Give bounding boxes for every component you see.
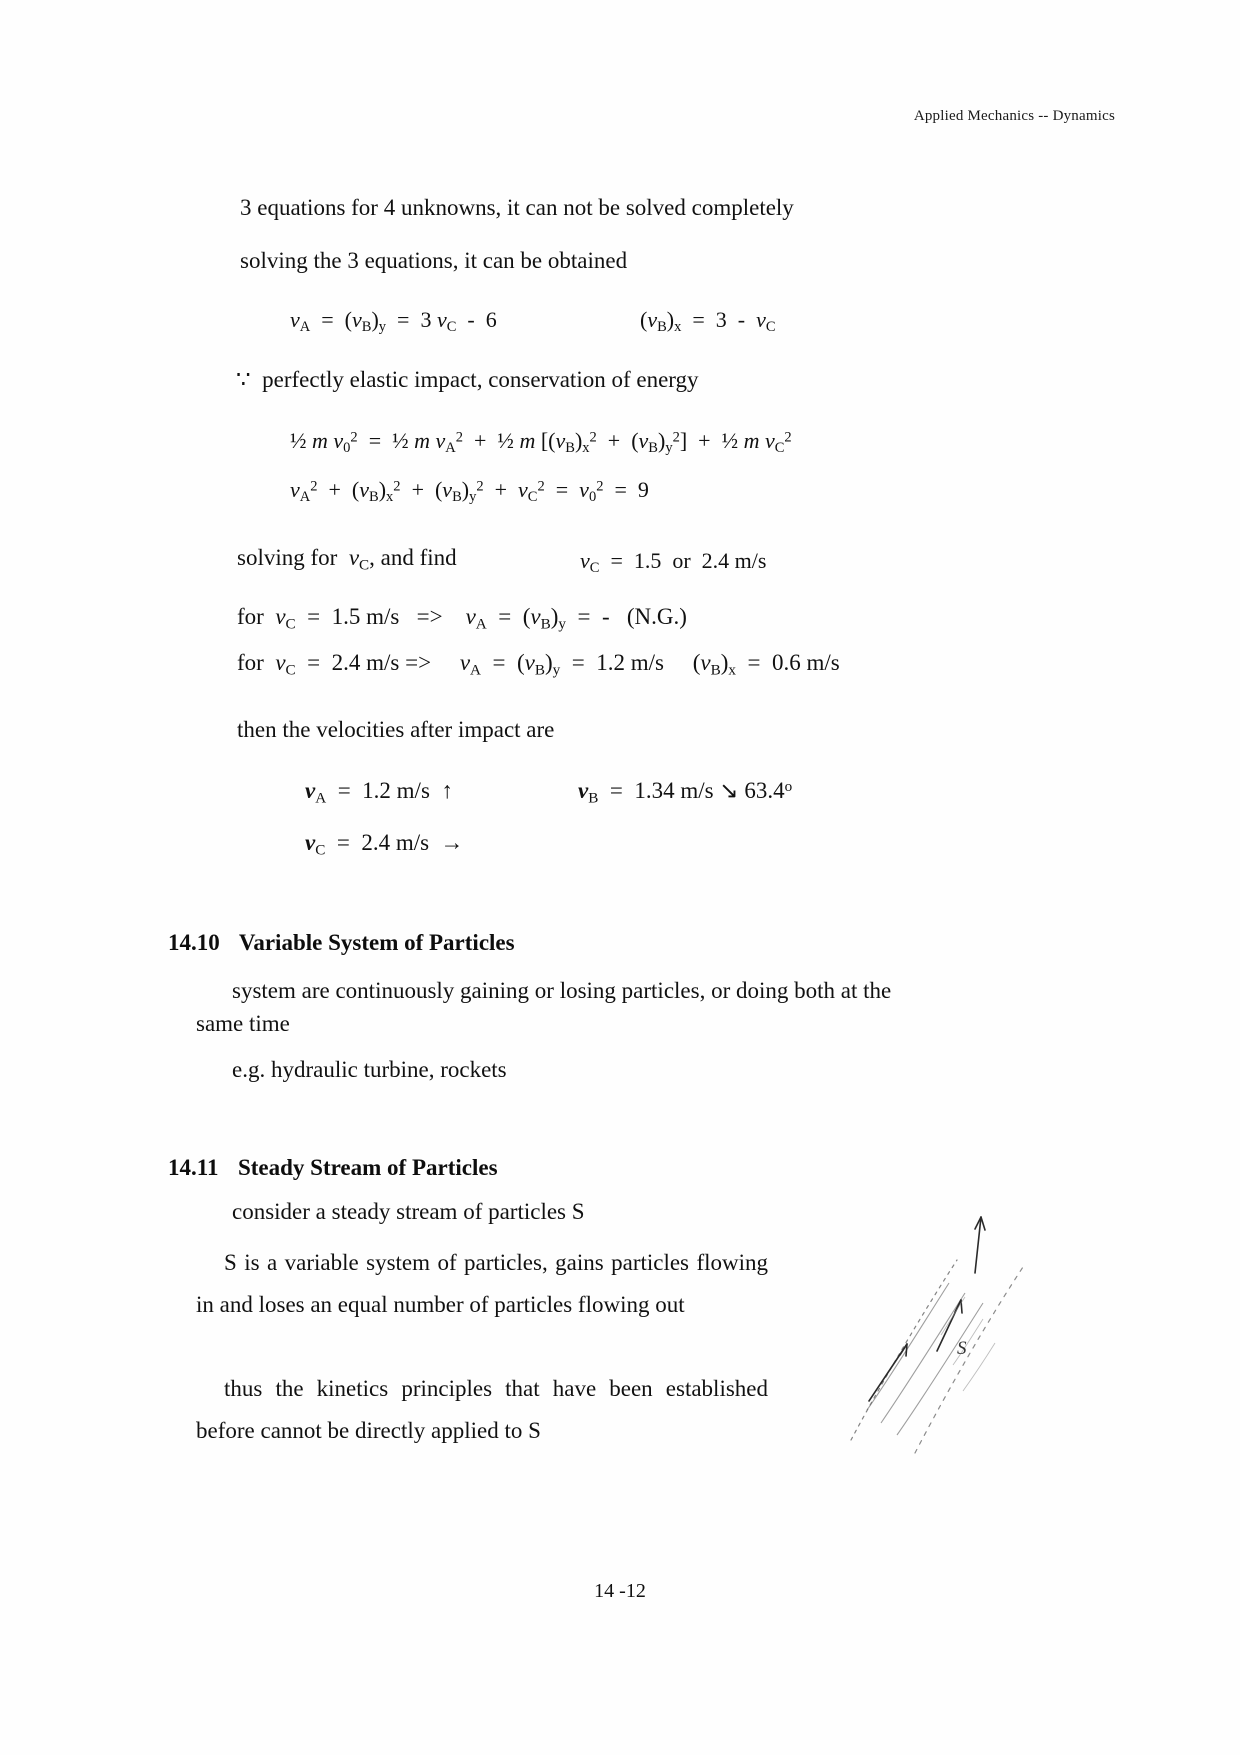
result-line-2: $v_C = 2.4$ m/s → xyxy=(305,830,464,859)
paragraph-line-1: 3 equations for 4 unknowns, it can not be solved completely xyxy=(240,195,794,220)
equation-3: $v_A^2 + (v_B)_x^2 + (v_B)_y^2 + v_C^2 = v_0^2 = 9$ xyxy=(290,477,649,506)
paragraph-line-3: ∵ perfectly elastic impact, conservation of energy xyxy=(236,367,699,392)
solving-line-value: $v_C = 1.5$ or 2.4 m/s xyxy=(580,548,767,577)
section-title: Steady Stream of Particles xyxy=(237,1155,498,1180)
section-14-10-line-1: system are continuously gaining or losing particles, or doing both at the xyxy=(232,978,892,1003)
result-line-1-left: $v_A = 1.2$ m/s ↑ xyxy=(305,778,453,807)
section-14-11-paragraph-3-text: thus the kinetics principles that have been established before cannot be directly applied to S xyxy=(196,1376,768,1443)
section-14-10-line-2: same time xyxy=(196,1011,290,1036)
equation-1-left: $v_A = (v_B)_y = 3$ $v_C - 6$ xyxy=(290,307,497,336)
running-head: Applied Mechanics -- Dynamics xyxy=(913,108,1115,124)
arrow-shaft-upper xyxy=(975,1217,981,1273)
section-14-10-line-3: e.g. hydraulic turbine, rockets xyxy=(232,1057,507,1082)
section-number: 14.11 xyxy=(168,1155,219,1180)
result-line-1-right: $v_B = 1.34$ m/s ↘ 63.4$^o$ xyxy=(578,778,793,807)
solving-line-label: solving for $v_C$, and find xyxy=(237,545,457,574)
section-number: 14.10 xyxy=(168,930,220,955)
section-14-11-line-1: consider a steady stream of particles S xyxy=(232,1199,585,1224)
section-14-11-paragraph-2 xyxy=(196,1242,768,1326)
section-14-11-paragraph-3 xyxy=(196,1368,768,1452)
section-14-10-paragraph-1 xyxy=(196,970,1026,1012)
stream-label-s: S xyxy=(957,1338,967,1359)
equation-1-right: $(v_B)_x = 3 - v_C$ xyxy=(640,307,776,336)
case-line-2: for $v_C = 2.4$ m/s => $v_A = (v_B)_y = 1.2$ m/s $(v_B)_x = 0.6$ m/s xyxy=(237,650,840,679)
paragraph-line-7: then the velocities after impact are xyxy=(237,717,555,742)
paragraph-line-2: solving the 3 equations, it can be obtained xyxy=(240,248,628,273)
stream-sketch-svg xyxy=(845,1205,1105,1465)
section-heading-14-10 xyxy=(168,930,515,956)
case-line-1: for $v_C = 1.5$ m/s => $v_A = (v_B)_y$ = - (N.G.) xyxy=(237,604,687,633)
section-title: Variable System of Particles xyxy=(238,930,515,955)
page-footer: 14 -12 xyxy=(594,1580,646,1602)
steady-stream-figure xyxy=(845,1205,1105,1465)
section-heading-14-11 xyxy=(168,1155,498,1181)
section-14-11-paragraph-2-text: S is a variable system of particles, gains particles flowing in and loses an equal number of particles flowing out xyxy=(196,1250,768,1317)
equation-2: ½ m $v_0^2$ = ½ m $v_A^2$ + ½ m $[(v_B)_x^2 + (v_B)_y^2]$ + ½ m $v_C^2$ xyxy=(290,428,792,457)
